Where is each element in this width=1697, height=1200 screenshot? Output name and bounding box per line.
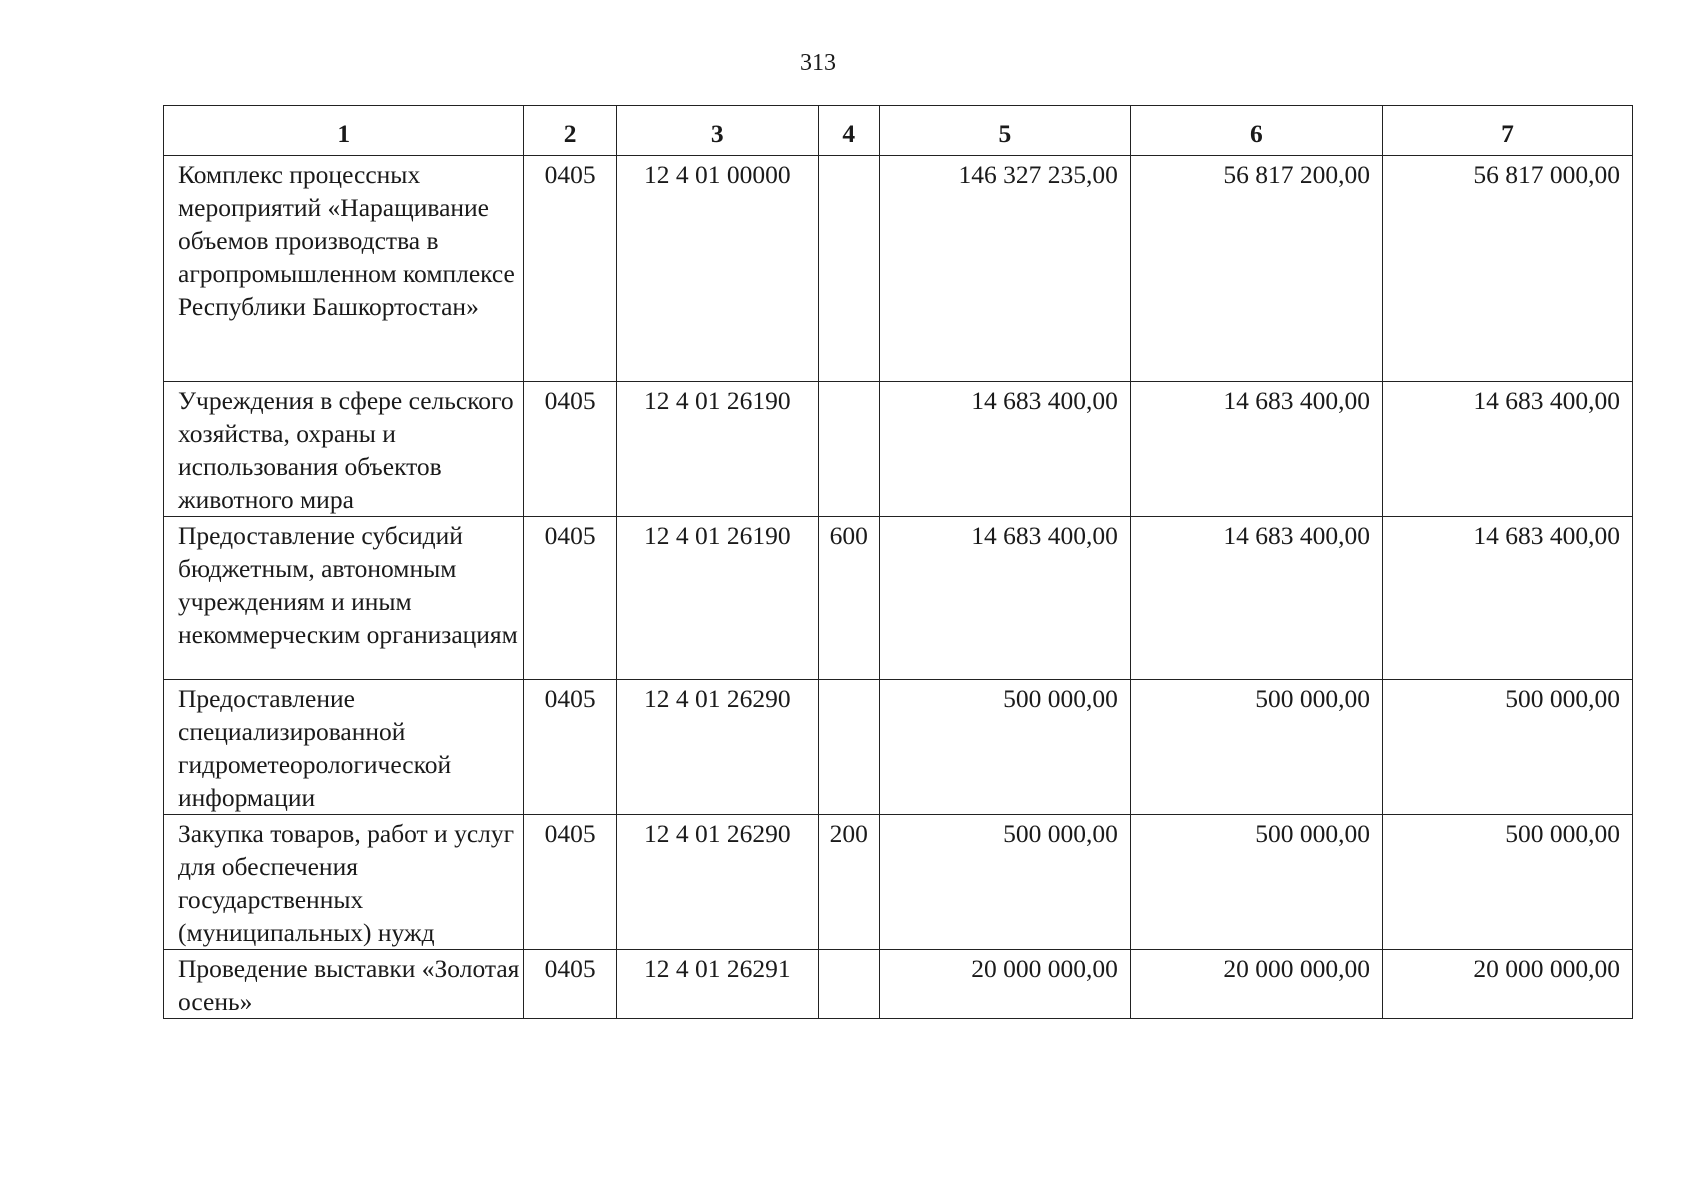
table-row	[164, 382, 1633, 517]
header-col-5: 5	[879, 106, 1130, 156]
row-section: 0405	[524, 517, 616, 680]
row-type: 200	[818, 815, 879, 950]
header-col-3: 3	[616, 106, 818, 156]
row-name: Закупка товаров, работ и услуг для обеспечения государственных (муниципальных) нужд	[164, 815, 524, 950]
row-section: 0405	[524, 815, 616, 950]
row-type	[818, 156, 879, 382]
row-year2: 14 683 400,00	[1130, 517, 1382, 680]
table-row	[164, 517, 1633, 680]
row-year2: 500 000,00	[1130, 680, 1382, 815]
row-name: Учреждения в сфере сельского хозяйства, охраны и использования объектов животного мира	[164, 382, 524, 517]
header-col-4: 4	[818, 106, 879, 156]
row-year1: 14 683 400,00	[879, 382, 1130, 517]
row-code: 12 4 01 26190	[616, 517, 818, 680]
header-col-2: 2	[524, 106, 616, 156]
row-year2: 56 817 200,00	[1130, 156, 1382, 382]
row-section: 0405	[524, 156, 616, 382]
table-row	[164, 950, 1633, 1019]
row-type	[818, 382, 879, 517]
row-name: Проведение выставки «Золотая осень»	[164, 950, 524, 1019]
header-row	[164, 106, 1633, 156]
table-row	[164, 680, 1633, 815]
row-name: Предоставление субсидий бюджетным, автономным учреждениям и иным некоммерческим организациям	[164, 517, 524, 680]
row-year2: 20 000 000,00	[1130, 950, 1382, 1019]
row-year1: 500 000,00	[879, 680, 1130, 815]
row-code: 12 4 01 26291	[616, 950, 818, 1019]
row-code: 12 4 01 00000	[616, 156, 818, 382]
row-year1: 14 683 400,00	[879, 517, 1130, 680]
row-year3: 500 000,00	[1382, 680, 1632, 815]
header-col-1: 1	[164, 106, 524, 156]
table-row	[164, 815, 1633, 950]
row-year3: 56 817 000,00	[1382, 156, 1632, 382]
row-year2: 14 683 400,00	[1130, 382, 1382, 517]
row-code: 12 4 01 26290	[616, 815, 818, 950]
row-year3: 20 000 000,00	[1382, 950, 1632, 1019]
row-code: 12 4 01 26290	[616, 680, 818, 815]
row-year1: 500 000,00	[879, 815, 1130, 950]
row-year1: 20 000 000,00	[879, 950, 1130, 1019]
row-code: 12 4 01 26190	[616, 382, 818, 517]
table-row	[164, 156, 1633, 382]
header-col-6: 6	[1130, 106, 1382, 156]
row-section: 0405	[524, 950, 616, 1019]
row-year3: 14 683 400,00	[1382, 517, 1632, 680]
row-year1: 146 327 235,00	[879, 156, 1130, 382]
page-number: 313	[800, 50, 836, 76]
row-year3: 500 000,00	[1382, 815, 1632, 950]
row-name: Предоставление специализированной гидрометеорологической информации	[164, 680, 524, 815]
row-year2: 500 000,00	[1130, 815, 1382, 950]
row-type	[818, 680, 879, 815]
row-type	[818, 950, 879, 1019]
header-col-7: 7	[1382, 106, 1632, 156]
row-name: Комплекс процессных мероприятий «Наращивание объемов производства в агропромышленном комплексе Республики Башкортостан»	[164, 156, 524, 382]
row-year3: 14 683 400,00	[1382, 382, 1632, 517]
row-section: 0405	[524, 382, 616, 517]
budget-table	[163, 105, 1633, 1019]
row-type: 600	[818, 517, 879, 680]
row-section: 0405	[524, 680, 616, 815]
